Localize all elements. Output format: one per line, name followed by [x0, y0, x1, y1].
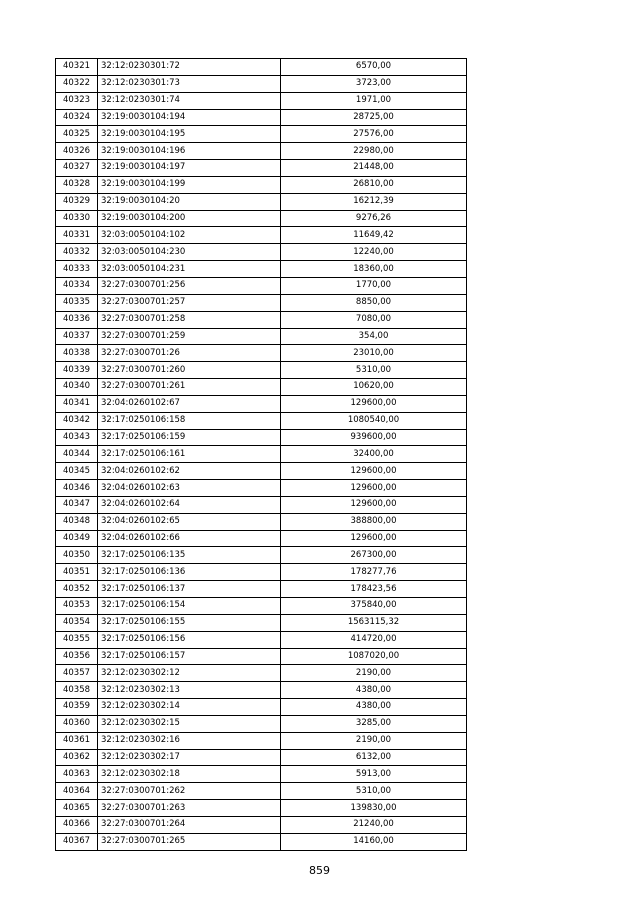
value-cell: 1087020,00 [281, 648, 467, 665]
value-cell: 2190,00 [281, 665, 467, 682]
row-number-cell: 40367 [56, 833, 98, 850]
value-cell: 22980,00 [281, 143, 467, 160]
value-cell: 129600,00 [281, 463, 467, 480]
cadastral-number-cell: 32:04:0260102:62 [98, 463, 281, 480]
row-number-cell: 40339 [56, 362, 98, 379]
row-number-cell: 40348 [56, 513, 98, 530]
value-cell: 7080,00 [281, 311, 467, 328]
row-number-cell: 40342 [56, 412, 98, 429]
value-cell: 129600,00 [281, 530, 467, 547]
cadastral-number-cell: 32:17:0250106:156 [98, 631, 281, 648]
value-cell: 354,00 [281, 328, 467, 345]
row-number-cell: 40361 [56, 732, 98, 749]
value-cell: 5310,00 [281, 362, 467, 379]
value-cell: 129600,00 [281, 496, 467, 513]
value-cell: 1080540,00 [281, 412, 467, 429]
value-cell: 6570,00 [281, 59, 467, 76]
table-row [56, 749, 467, 766]
cadastral-number-cell: 32:27:0300701:265 [98, 833, 281, 850]
value-cell: 1770,00 [281, 277, 467, 294]
table-row [56, 395, 467, 412]
value-cell: 375840,00 [281, 598, 467, 615]
row-number-cell: 40360 [56, 715, 98, 732]
cadastral-number-cell: 32:27:0300701:264 [98, 816, 281, 833]
table-row [56, 446, 467, 463]
table-row [56, 833, 467, 850]
table-row [56, 261, 467, 278]
cadastral-number-cell: 32:19:0030104:200 [98, 210, 281, 227]
value-cell: 21448,00 [281, 160, 467, 177]
cadastral-number-cell: 32:04:0260102:63 [98, 480, 281, 497]
table-row [56, 362, 467, 379]
value-cell: 388800,00 [281, 513, 467, 530]
row-number-cell: 40332 [56, 244, 98, 261]
table-row [56, 699, 467, 716]
table-row [56, 480, 467, 497]
cadastral-number-cell: 32:17:0250106:154 [98, 598, 281, 615]
value-cell: 129600,00 [281, 395, 467, 412]
value-cell: 267300,00 [281, 547, 467, 564]
cadastral-number-cell: 32:17:0250106:136 [98, 564, 281, 581]
table-row [56, 564, 467, 581]
cadastral-number-cell: 32:19:0030104:195 [98, 126, 281, 143]
cadastral-number-cell: 32:17:0250106:161 [98, 446, 281, 463]
cadastral-number-cell: 32:03:0050104:102 [98, 227, 281, 244]
table-row [56, 463, 467, 480]
table-row [56, 547, 467, 564]
cadastral-number-cell: 32:17:0250106:137 [98, 581, 281, 598]
table-row [56, 614, 467, 631]
row-number-cell: 40352 [56, 581, 98, 598]
table-row [56, 513, 467, 530]
value-cell: 178277,76 [281, 564, 467, 581]
row-number-cell: 40344 [56, 446, 98, 463]
row-number-cell: 40357 [56, 665, 98, 682]
table-body [56, 59, 467, 851]
table-row [56, 800, 467, 817]
row-number-cell: 40334 [56, 277, 98, 294]
row-number-cell: 40326 [56, 143, 98, 160]
value-cell: 14160,00 [281, 833, 467, 850]
cadastral-number-cell: 32:17:0250106:135 [98, 547, 281, 564]
row-number-cell: 40338 [56, 345, 98, 362]
row-number-cell: 40331 [56, 227, 98, 244]
cadastral-number-cell: 32:27:0300701:256 [98, 277, 281, 294]
row-number-cell: 40329 [56, 193, 98, 210]
table-row [56, 176, 467, 193]
row-number-cell: 40337 [56, 328, 98, 345]
cadastral-number-cell: 32:03:0050104:231 [98, 261, 281, 278]
table-row [56, 193, 467, 210]
cadastral-number-cell: 32:03:0050104:230 [98, 244, 281, 261]
cadastral-number-cell: 32:19:0030104:199 [98, 176, 281, 193]
row-number-cell: 40323 [56, 92, 98, 109]
cadastral-number-cell: 32:19:0030104:20 [98, 193, 281, 210]
table-row [56, 143, 467, 160]
value-cell: 28725,00 [281, 109, 467, 126]
row-number-cell: 40350 [56, 547, 98, 564]
row-number-cell: 40343 [56, 429, 98, 446]
row-number-cell: 40354 [56, 614, 98, 631]
table-row [56, 294, 467, 311]
value-cell: 11649,42 [281, 227, 467, 244]
cadastral-number-cell: 32:04:0260102:64 [98, 496, 281, 513]
cadastral-number-cell: 32:04:0260102:65 [98, 513, 281, 530]
table-row [56, 210, 467, 227]
table-row [56, 816, 467, 833]
cadastral-number-cell: 32:04:0260102:67 [98, 395, 281, 412]
row-number-cell: 40335 [56, 294, 98, 311]
table-row [56, 379, 467, 396]
table-row [56, 732, 467, 749]
cadastral-number-cell: 32:12:0230301:74 [98, 92, 281, 109]
row-number-cell: 40324 [56, 109, 98, 126]
row-number-cell: 40358 [56, 682, 98, 699]
row-number-cell: 40351 [56, 564, 98, 581]
row-number-cell: 40328 [56, 176, 98, 193]
table-row [56, 412, 467, 429]
value-cell: 23010,00 [281, 345, 467, 362]
table-row [56, 109, 467, 126]
cadastral-number-cell: 32:12:0230302:13 [98, 682, 281, 699]
value-cell: 10620,00 [281, 379, 467, 396]
table-row [56, 277, 467, 294]
row-number-cell: 40365 [56, 800, 98, 817]
cadastral-number-cell: 32:12:0230302:18 [98, 766, 281, 783]
row-number-cell: 40347 [56, 496, 98, 513]
cadastral-number-cell: 32:17:0250106:155 [98, 614, 281, 631]
cadastral-number-cell: 32:27:0300701:262 [98, 783, 281, 800]
table-row [56, 75, 467, 92]
cadastral-number-cell: 32:27:0300701:263 [98, 800, 281, 817]
row-number-cell: 40327 [56, 160, 98, 177]
value-cell: 8850,00 [281, 294, 467, 311]
row-number-cell: 40366 [56, 816, 98, 833]
value-cell: 32400,00 [281, 446, 467, 463]
cadastral-number-cell: 32:17:0250106:157 [98, 648, 281, 665]
value-cell: 939600,00 [281, 429, 467, 446]
cadastral-value-table [55, 58, 467, 851]
cadastral-number-cell: 32:27:0300701:260 [98, 362, 281, 379]
value-cell: 12240,00 [281, 244, 467, 261]
row-number-cell: 40362 [56, 749, 98, 766]
value-cell: 3723,00 [281, 75, 467, 92]
cadastral-number-cell: 32:19:0030104:197 [98, 160, 281, 177]
table-row [56, 581, 467, 598]
value-cell: 3285,00 [281, 715, 467, 732]
table-row [56, 496, 467, 513]
cadastral-number-cell: 32:19:0030104:194 [98, 109, 281, 126]
cadastral-number-cell: 32:27:0300701:258 [98, 311, 281, 328]
cadastral-number-cell: 32:17:0250106:158 [98, 412, 281, 429]
row-number-cell: 40364 [56, 783, 98, 800]
table-row [56, 631, 467, 648]
table-row [56, 160, 467, 177]
table-row [56, 665, 467, 682]
table-row [56, 345, 467, 362]
value-cell: 18360,00 [281, 261, 467, 278]
row-number-cell: 40333 [56, 261, 98, 278]
value-cell: 5913,00 [281, 766, 467, 783]
value-cell: 26810,00 [281, 176, 467, 193]
row-number-cell: 40341 [56, 395, 98, 412]
row-number-cell: 40363 [56, 766, 98, 783]
table-row [56, 783, 467, 800]
table-row [56, 429, 467, 446]
row-number-cell: 40356 [56, 648, 98, 665]
table-row [56, 244, 467, 261]
value-cell: 2190,00 [281, 732, 467, 749]
table-row [56, 715, 467, 732]
row-number-cell: 40355 [56, 631, 98, 648]
value-cell: 4380,00 [281, 682, 467, 699]
row-number-cell: 40353 [56, 598, 98, 615]
table-row [56, 126, 467, 143]
row-number-cell: 40322 [56, 75, 98, 92]
cadastral-number-cell: 32:04:0260102:66 [98, 530, 281, 547]
cadastral-number-cell: 32:27:0300701:261 [98, 379, 281, 396]
value-cell: 4380,00 [281, 699, 467, 716]
cadastral-number-cell: 32:12:0230302:17 [98, 749, 281, 766]
table-row [56, 598, 467, 615]
cadastral-number-cell: 32:17:0250106:159 [98, 429, 281, 446]
table-row [56, 227, 467, 244]
cadastral-number-cell: 32:12:0230302:12 [98, 665, 281, 682]
table-row [56, 766, 467, 783]
value-cell: 139830,00 [281, 800, 467, 817]
table-row [56, 311, 467, 328]
row-number-cell: 40346 [56, 480, 98, 497]
table-row [56, 648, 467, 665]
value-cell: 21240,00 [281, 816, 467, 833]
table-row [56, 530, 467, 547]
cadastral-number-cell: 32:12:0230302:16 [98, 732, 281, 749]
cadastral-number-cell: 32:12:0230301:73 [98, 75, 281, 92]
cadastral-number-cell: 32:12:0230301:72 [98, 59, 281, 76]
page-number: 859 [309, 864, 330, 877]
row-number-cell: 40359 [56, 699, 98, 716]
row-number-cell: 40325 [56, 126, 98, 143]
value-cell: 414720,00 [281, 631, 467, 648]
value-cell: 9276,26 [281, 210, 467, 227]
value-cell: 178423,56 [281, 581, 467, 598]
cadastral-number-cell: 32:27:0300701:257 [98, 294, 281, 311]
cadastral-number-cell: 32:27:0300701:26 [98, 345, 281, 362]
cadastral-number-cell: 32:19:0030104:196 [98, 143, 281, 160]
value-cell: 1563115,32 [281, 614, 467, 631]
cadastral-number-cell: 32:27:0300701:259 [98, 328, 281, 345]
row-number-cell: 40321 [56, 59, 98, 76]
value-cell: 129600,00 [281, 480, 467, 497]
table-row [56, 59, 467, 76]
table-row [56, 682, 467, 699]
row-number-cell: 40336 [56, 311, 98, 328]
table-row [56, 92, 467, 109]
value-cell: 16212,39 [281, 193, 467, 210]
value-cell: 27576,00 [281, 126, 467, 143]
value-cell: 6132,00 [281, 749, 467, 766]
row-number-cell: 40330 [56, 210, 98, 227]
value-cell: 5310,00 [281, 783, 467, 800]
table-row [56, 328, 467, 345]
row-number-cell: 40345 [56, 463, 98, 480]
row-number-cell: 40349 [56, 530, 98, 547]
cadastral-number-cell: 32:12:0230302:14 [98, 699, 281, 716]
cadastral-number-cell: 32:12:0230302:15 [98, 715, 281, 732]
value-cell: 1971,00 [281, 92, 467, 109]
row-number-cell: 40340 [56, 379, 98, 396]
